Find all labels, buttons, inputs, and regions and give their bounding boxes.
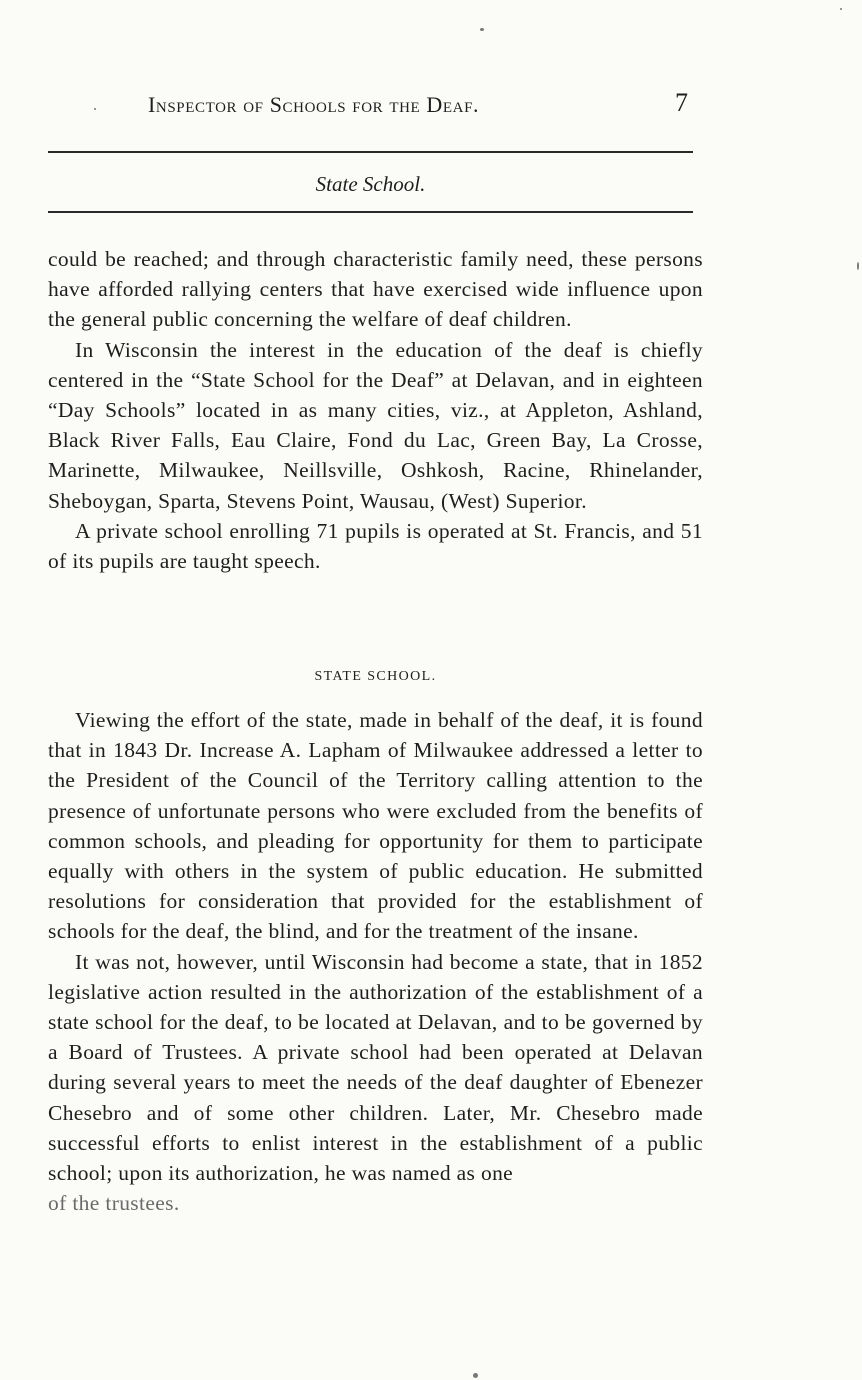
paragraph-last-line: of the trustees. bbox=[48, 1191, 180, 1216]
subheading: STATE SCHOOL. bbox=[314, 669, 437, 684]
running-title: Inspector of Schools for the Deaf. bbox=[148, 92, 480, 117]
bottom-rule bbox=[48, 211, 693, 213]
paragraph: In Wisconsin the interest in the education of the deaf is chiefly centered in the “State School for the Deaf” at Delavan, and in eighteen “Day Schools” located in as many cities, viz., at Appleton, Ashland, Black River Falls, Eau Claire, Fond du Lac, Green Bay, La Crosse, Marinette, Milwaukee, Neillsville, Oshkosh, Racine, Rhinelander, Sheboygan, Sparta, Stevens Point, Wausau, (West) Superior. bbox=[48, 337, 703, 513]
paragraph: A private school enrolling 71 pupils is operated at St. Francis, and 51 of its pupils are taught speech. bbox=[48, 518, 703, 574]
body-text-upper bbox=[48, 244, 703, 576]
top-rule bbox=[48, 151, 693, 153]
section-title: State School. bbox=[315, 172, 426, 196]
paragraph: Viewing the effort of the state, made in behalf of the deaf, it is found that in 1843 Dr. Increase A. Lapham of Milwaukee addressed a letter to the President of the Council of the Territory calling attention to the presence of unfortunate persons who were excluded from the benefits of common schools, and pleading for opportunity for them to participate equally with others in the system of public education. He submitted resolutions for consideration that provided for the establishment of schools for the deaf, the blind, and for the treatment of the insane. bbox=[48, 708, 703, 944]
page-number: 7 bbox=[675, 88, 688, 117]
paper-speck bbox=[840, 8, 842, 10]
paper-speck bbox=[857, 262, 859, 270]
body-text-lower bbox=[48, 705, 703, 1218]
paper-speck bbox=[480, 28, 484, 31]
paper-speck bbox=[94, 108, 96, 110]
paper-speck bbox=[473, 1373, 478, 1378]
paragraph: could be reached; and through characteristic family need, these persons have afforded rallying centers that have exercised wide influence upon the general public concerning the welfare of deaf children. bbox=[48, 247, 703, 332]
paragraph: It was not, however, until Wisconsin had become a state, that in 1852 legislative action resulted in the authorization of the establishment of a state school for the deaf, to be located at Delavan, and to be governed by a Board of Trustees. A private school had been operated at Delavan during several years to meet the needs of the deaf daughter of Ebenezer Chesebro and of some other children. Later, Mr. Chesebro made successful efforts to enlist interest in the establishment of a public school; upon its authorization, he was named as one bbox=[48, 949, 703, 1186]
running-head bbox=[48, 88, 688, 122]
